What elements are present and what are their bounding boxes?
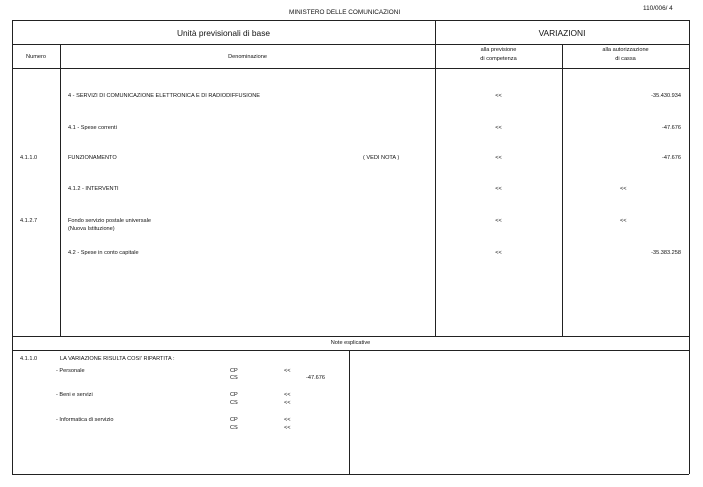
variazioni-divider — [435, 20, 436, 336]
ministry-title: MINISTERO DELLE COMUNICAZIONI — [289, 9, 401, 16]
column-header-competenza-2: di competenza — [480, 56, 517, 62]
column-header-denominazione: Denominazione — [228, 54, 267, 60]
row-competenza: << — [495, 155, 502, 161]
notes-divider — [349, 350, 350, 474]
row-cassa: -47.676 — [662, 125, 681, 131]
row-competenza: << — [495, 250, 502, 256]
header-row-border — [12, 68, 689, 69]
note-cs-value: -47.676 — [306, 375, 325, 381]
note-cs-label: CS — [230, 425, 238, 431]
notes-heading: LA VARIAZIONE RISULTA COSI' RIPARTITA : — [60, 356, 175, 362]
row-denominazione: 4.2 - Spese in conto capitale — [68, 250, 139, 256]
row-cassa: << — [620, 186, 627, 192]
column-header-cassa-2: di cassa — [615, 56, 636, 62]
notes-title-border — [12, 350, 689, 351]
row-denominazione: 4.1 - Spese correnti — [68, 125, 117, 131]
numero-column-divider — [60, 44, 61, 336]
row-numero: 4.1.2.7 — [20, 218, 38, 224]
note-cs-label: CS — [230, 375, 238, 381]
note-cs-label: CS — [230, 400, 238, 406]
row-denominazione: FUNZIONAMENTO — [68, 155, 117, 161]
note-cp-value: << — [284, 417, 291, 423]
note-cp-label: CP — [230, 392, 238, 398]
row-competenza: << — [495, 186, 502, 192]
column-header-cassa-1: alla autorizzazione — [602, 47, 649, 53]
column-header-competenza-1: alla previsione — [480, 47, 517, 53]
row-denominazione: 4 - SERVIZI DI COMUNICAZIONE ELETTRONICA E DI RADIODIFFUSIONE — [68, 93, 260, 99]
note-cp-value: << — [284, 368, 291, 374]
row-cassa: -47.676 — [662, 155, 681, 161]
note-cp-label: CP — [230, 368, 238, 374]
note-item-label: - Personale — [56, 368, 85, 374]
table-top-border — [12, 20, 689, 21]
row-competenza: << — [495, 93, 502, 99]
left-border — [12, 20, 13, 474]
row-cassa: -35.430.934 — [651, 93, 681, 99]
page-code: 110/006/ 4 — [643, 5, 673, 12]
note-cs-value: << — [284, 425, 291, 431]
note-item-label: - Beni e servizi — [56, 392, 93, 398]
note-cp-label: CP — [230, 417, 238, 423]
note-cs-value: << — [284, 400, 291, 406]
row-competenza: << — [495, 125, 502, 131]
variations-title: VARIAZIONI — [538, 28, 586, 38]
row-numero: 4.1.1.0 — [20, 155, 38, 161]
column-header-numero: Numero — [26, 54, 46, 60]
row-competenza: << — [495, 218, 502, 224]
table-bottom-border — [12, 336, 689, 337]
notes-bottom-border — [12, 474, 689, 475]
row-denominazione: 4.1.2 - INTERVENTI — [68, 186, 119, 192]
notes-code: 4.1.1.0 — [20, 356, 38, 362]
note-cp-value: << — [284, 392, 291, 398]
row-denominazione: Fondo servizio postale universale — [68, 218, 152, 224]
row-denominazione-detail: (Nuova Istituzione) — [68, 226, 115, 232]
row-cassa: << — [620, 218, 627, 224]
title-row-border — [12, 44, 689, 45]
note-item-label: - Informatica di servizio — [56, 417, 114, 423]
cassa-column-divider — [562, 44, 563, 336]
group-title: Unità previsionali di base — [176, 28, 271, 38]
row-nota: ( VEDI NOTA ) — [363, 155, 400, 161]
right-border — [689, 20, 690, 474]
row-cassa: -35.383.258 — [651, 250, 681, 256]
notes-title: Note esplicative — [330, 340, 371, 346]
